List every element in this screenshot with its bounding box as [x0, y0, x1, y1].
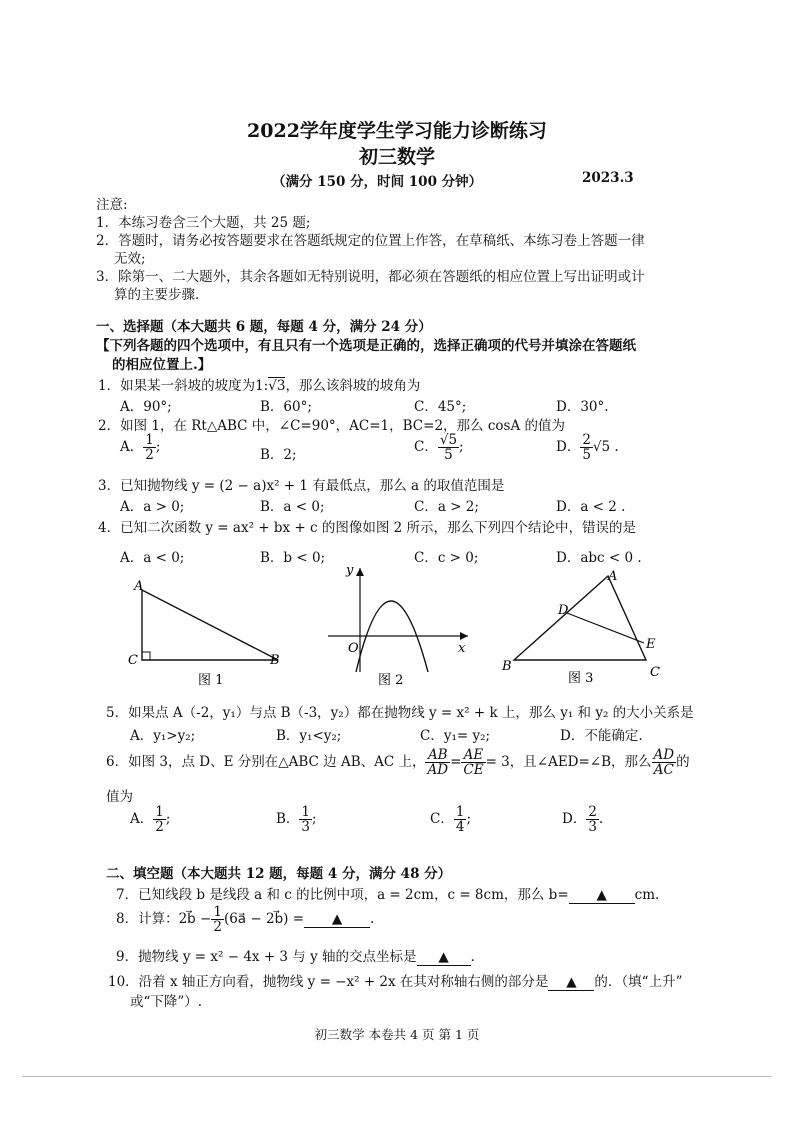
option: D． $\frac{2}{3}$ .	[562, 804, 604, 836]
question-1-stem: 1．如果某一斜坡的坡度为1:√3，那么该斜坡的坡角为	[98, 378, 421, 394]
question-8: 8．计算：2b⃗ − $\frac{1}{2}$ (6a⃗ − 2b⃗) = ▲ .	[116, 904, 375, 936]
question-7: 7．已知线段 b 是线段 a 和 c 的比例中项，a = 2cm，c = 8cm，那么 b= ▲ cm.	[116, 887, 660, 903]
option: D．不能确定.	[560, 728, 643, 744]
question-6-stem: 6．如图 3，点 D、E 分别在△ABC 边 AB、AC 上， $\frac{AB}{AD}$ = $\frac{AE}{CE}$ = 3，且∠AED=∠B，那么 $\frac{AD}{AC}$ 的	[106, 747, 690, 779]
exam-date: 2023.3	[582, 170, 634, 186]
question-2-stem: 2．如图 1，在 Rt△ABC 中，∠C=90°，AC=1，BC=2，那么 cosA 的值为	[98, 418, 565, 434]
option: A．y₁>y₂;	[130, 728, 196, 744]
option: C． $\frac{√5}{5}$ ;	[414, 432, 464, 464]
axis-label: y	[346, 563, 354, 578]
divider	[22, 1076, 772, 1077]
question-5-stem: 5．如果点 A（-2，y₁）与点 B（-3，y₂）都在抛物线 y = x² + k 上，那么 y₁ 和 y₂ 的大小关系是	[106, 705, 694, 721]
option: D．a < 2 .	[556, 499, 626, 515]
option: B． $\frac{1}{3}$ ;	[276, 804, 317, 836]
question-3-stem: 3．已知抛物线 y = (2 − a)x² + 1 有最低点，那么 a 的取值范围是	[98, 478, 505, 494]
option: B．a < 0;	[260, 499, 325, 515]
option: C．y₁= y₂;	[420, 728, 491, 744]
figure-caption: 图 2	[378, 673, 404, 688]
option: C．c > 0;	[414, 550, 479, 566]
axis-label: x	[458, 641, 466, 656]
exam-info: （满分 150 分，时间 100 分钟）	[272, 174, 483, 190]
vertex-label: C	[128, 653, 138, 668]
section2-heading: 二、填空题（本大题共 12 题，每题 4 分，满分 48 分）	[106, 866, 452, 882]
question-4-stem: 4．已知二次函数 y = ax² + bx + c 的图像如图 2 所示，那么下列四个结论中，错误的是	[98, 520, 637, 536]
figure-caption: 图 3	[568, 671, 594, 686]
figure-3	[496, 566, 676, 690]
vertex-label: C	[650, 665, 660, 680]
section1-instruction: 【下列各题的四个选项中，有且只有一个选项是正确的，选择正确项的代号并填涂在答题纸	[96, 338, 636, 354]
option: D． $\frac{2}{5}$ √5 .	[556, 432, 619, 464]
vertex-label: A	[608, 569, 618, 584]
option: B．b < 0;	[260, 550, 326, 566]
vertex-label: B	[502, 659, 512, 674]
answer-blank: ▲	[304, 911, 370, 928]
vertex-label: B	[270, 653, 280, 668]
note-item: 1．本练习卷含三个大题，共 25 题;	[96, 215, 311, 231]
vertex-label: A	[134, 579, 144, 594]
vertex-label: D	[558, 603, 569, 618]
answer-blank: ▲	[417, 949, 471, 966]
option: D．30°.	[556, 399, 609, 415]
page-title: 2022学年度学生学习能力诊断练习	[247, 120, 547, 142]
answer-blank: ▲	[569, 887, 635, 904]
question-9: 9．抛物线 y = x² − 4x + 3 与 y 轴的交点坐标是 ▲ .	[116, 949, 475, 965]
page-subtitle: 初三数学	[358, 146, 435, 168]
figure-2	[318, 560, 478, 690]
option: C． $\frac{1}{4}$ ;	[430, 804, 471, 836]
section1-heading: 一、选择题（本大题共 6 题，每题 4 分，满分 24 分）	[96, 319, 432, 335]
option: C．45°;	[414, 399, 467, 415]
question-10: 10．沿着 x 轴正方向看，抛物线 y = −x² + 2x 在其对称轴右侧的部分是 ▲ 的．（填“上升”	[108, 974, 683, 990]
option: B．y₁<y₂;	[276, 728, 342, 744]
note-item: 无效;	[114, 251, 146, 267]
vertex-label: E	[646, 637, 656, 652]
note-item: 2．答题时，请务必按答题要求在答题纸规定的位置上作答，在草稿纸、本练习卷上答题一律	[96, 233, 645, 249]
answer-blank: ▲	[548, 974, 594, 991]
page-footer: 初三数学 本卷共 4 页 第 1 页	[314, 1027, 480, 1042]
section1-instruction: 的相应位置上.】	[112, 357, 212, 373]
option: A．90°;	[120, 399, 172, 415]
option: B．60°;	[260, 399, 312, 415]
option: A．a < 0;	[120, 550, 185, 566]
option: A． $\frac{1}{2}$ ;	[130, 804, 171, 836]
question-6-line2: 值为	[106, 789, 133, 805]
figure-caption: 图 1	[198, 673, 224, 688]
origin-label: O	[348, 641, 359, 656]
note-item: 算的主要步骤.	[114, 287, 200, 303]
option: A． $\frac{1}{2}$ ;	[120, 432, 161, 464]
note-item: 3．除第一、二大题外，其余各题如无特别说明，都必须在答题纸的相应位置上写出证明或计	[96, 269, 645, 285]
figure-1	[120, 572, 300, 690]
option: D．abc < 0 .	[556, 550, 642, 566]
option: A．a > 0;	[120, 499, 185, 515]
notes-heading: 注意:	[96, 197, 128, 213]
question-10-line2: 或“下降”）.	[130, 994, 203, 1010]
option: C．a > 2;	[414, 499, 479, 515]
option: B．2;	[260, 447, 297, 463]
